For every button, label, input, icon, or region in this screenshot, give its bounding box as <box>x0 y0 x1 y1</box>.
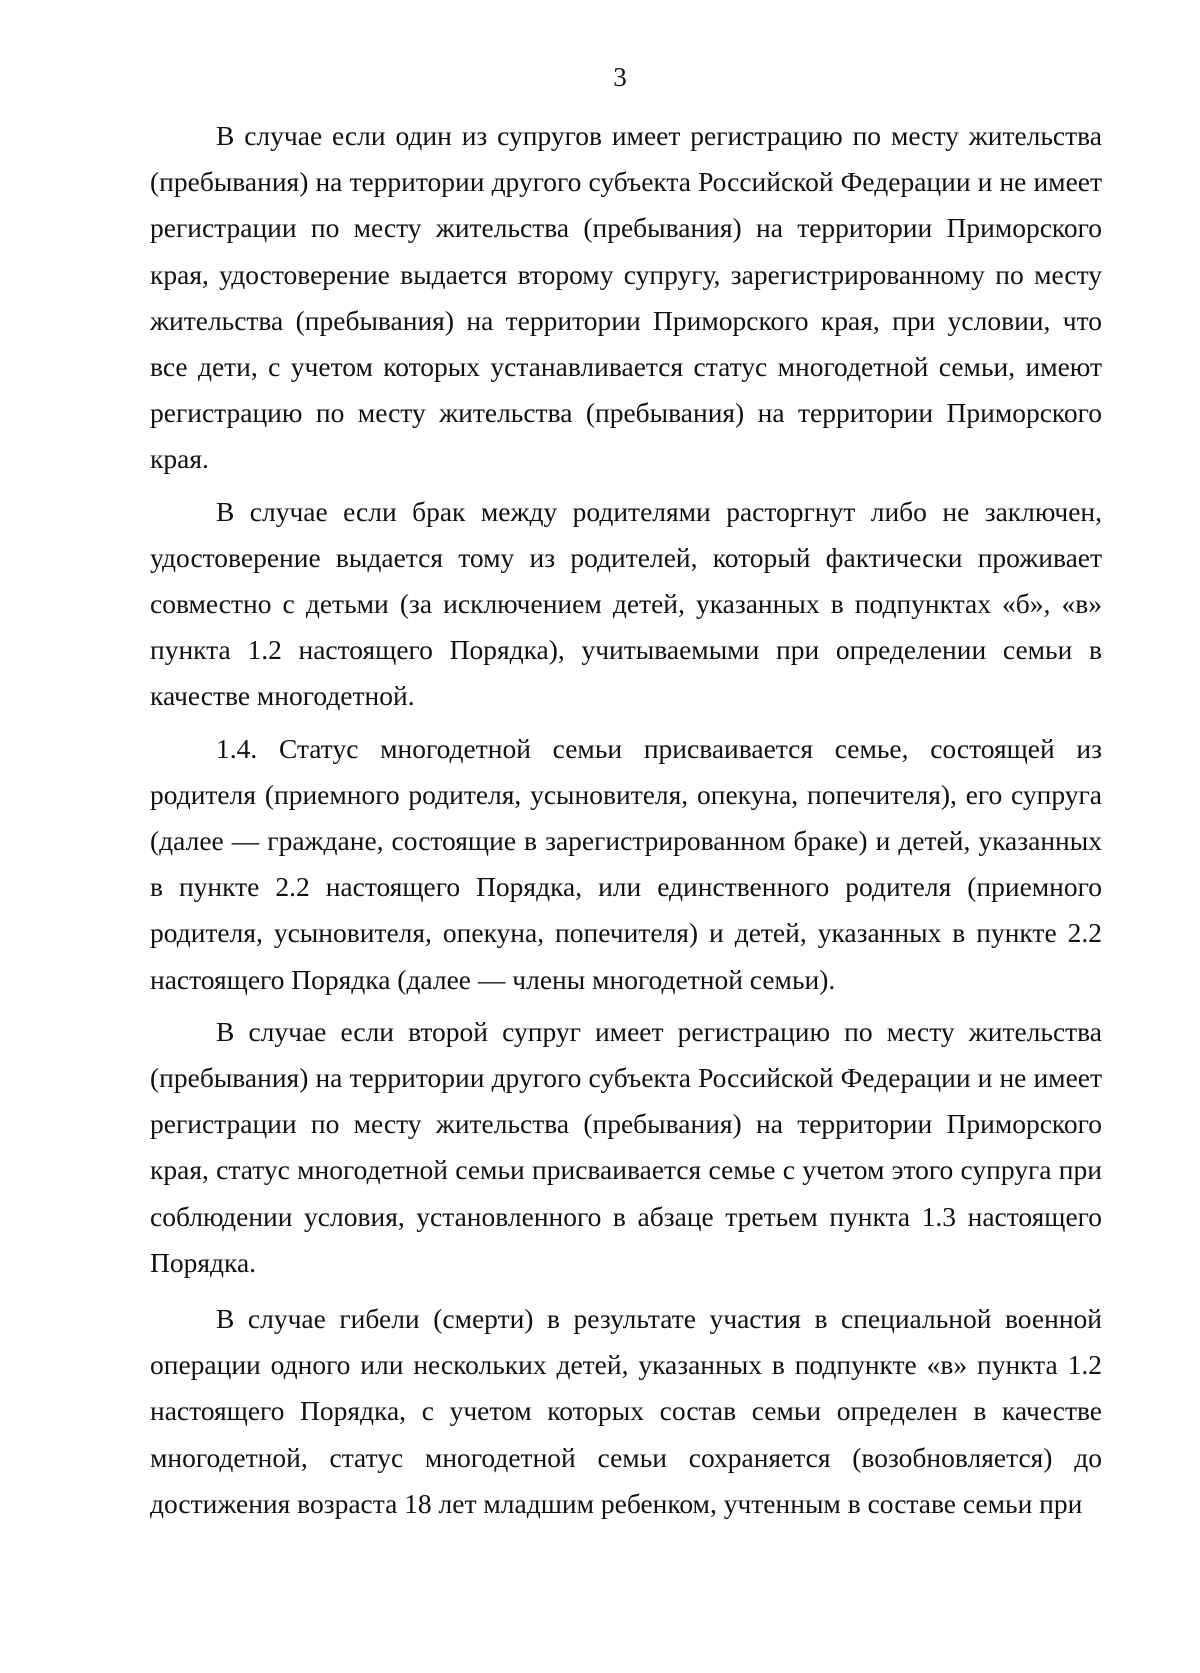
paragraph-spouse-registration: В случае если один из супругов имеет регистрацию по месту жительства (пребывания) на территории другого субъекта Российской Федерации и не имеет регистрации по месту жительства (пребывания) на территории Приморского края, удостоверение выдается второму супругу, зарегистрированному по месту жительства (пребывания) на территории Приморского края, при условии, что все дети, с учетом которых устанавливается статус многодетной семьи, имеют регистрацию по месту жительства (пребывания) на территории Приморского края. <box>150 120 1102 475</box>
paragraph-second-spouse: В случае если второй супруг имеет регистрацию по месту жительства (пребывания) на территории другого субъекта Российской Федерации и не имеет регистрации по месту жительства (пребывания) на территории Приморского края, статус многодетной семьи присваивается семье с учетом этого супруга при соблюдении условия, установленного в абзаце третьем пункта 1.3 настоящего Порядка. <box>150 1015 1102 1278</box>
document-body <box>150 113 1102 1527</box>
paragraph-1-4-status: 1.4. Статус многодетной семьи присваивается семье, состоящей из родителя (приемного родителя, усыновителя, опекуна, попечителя), его супруга (далее — граждане, состоящие в зарегистрированном браке) и детей, указанных в пункте 2.2 настоящего Порядка, или единственного родителя (приемного родителя, усыновителя, опекуна, попечителя) и детей, указанных в пункте 2.2 настоящего Порядка (далее — члены многодетной семьи). <box>150 732 1102 995</box>
page-number: 3 <box>613 62 627 92</box>
paragraph-military-operation: В случае гибели (смерти) в результате участия в специальной военной операции одного или нескольких детей, указанных в подпункте «в» пункта 1.2 настоящего Порядка, с учетом которых состав семьи определен в качестве многодетной, статус многодетной семьи сохраняется (возобновляется) до достижения возраста 18 лет младшим ребенком, учтенным в составе семьи при <box>150 1303 1102 1519</box>
paragraph-divorce: В случае если брак между родителями расторгнут либо не заключен, удостоверение выдается тому из родителей, который фактически проживает совместно с детьми (за исключением детей, указанных в подпунктах «б», «в» пункта 1.2 настоящего Порядка), учитываемыми при определении семьи в качестве многодетной. <box>150 495 1102 712</box>
